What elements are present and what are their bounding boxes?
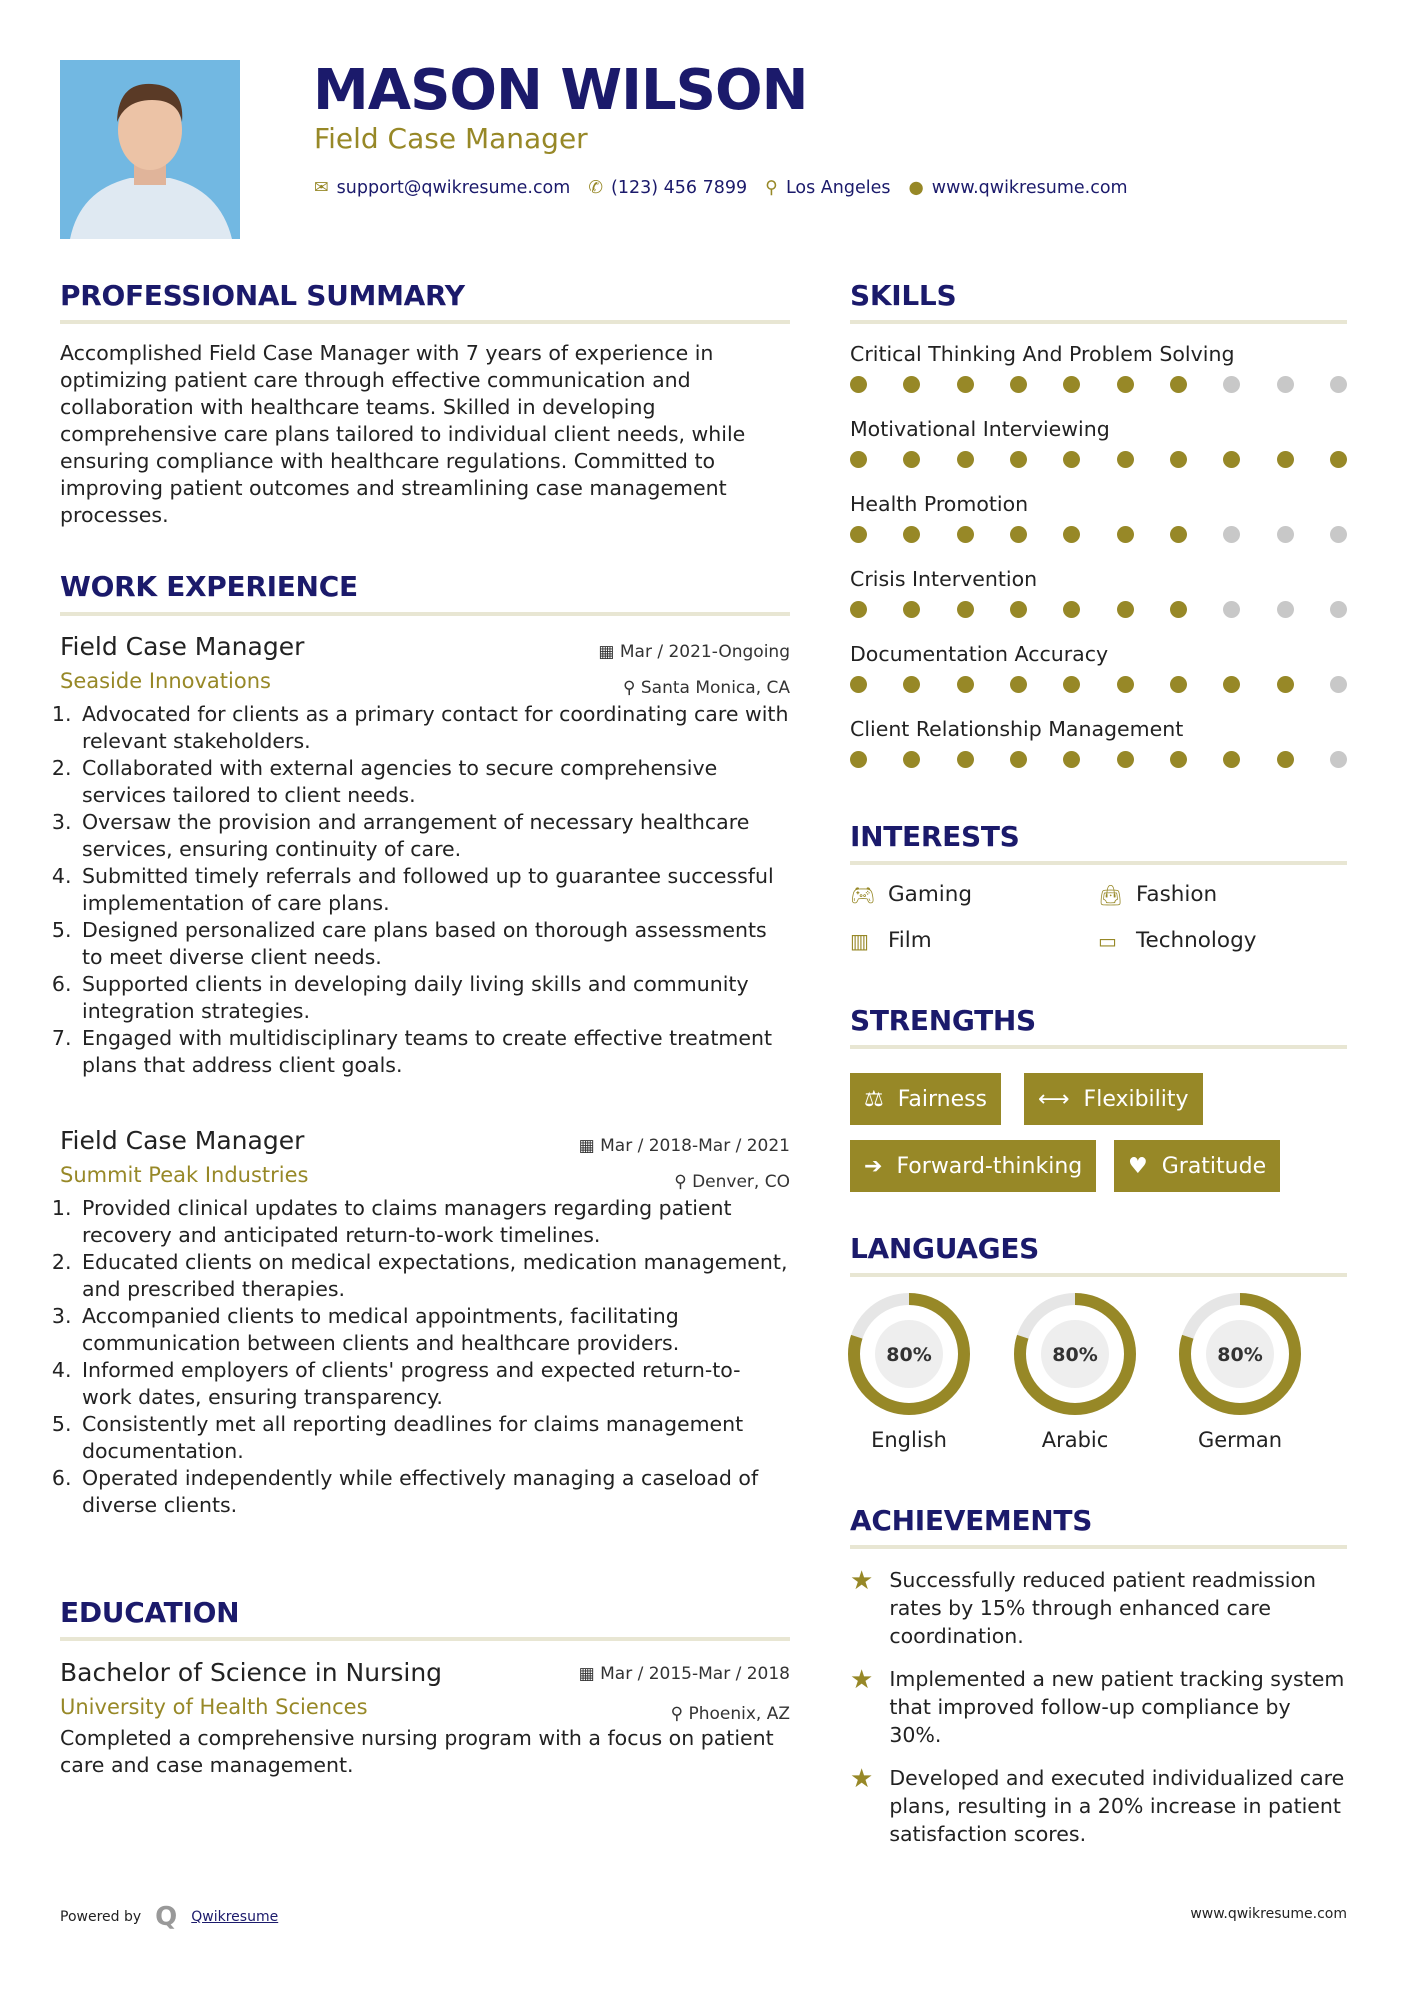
rating-dot-filled	[1010, 376, 1027, 393]
qwikresume-logo-icon: Q	[155, 1902, 178, 1932]
section-heading-interests: INTERESTS	[850, 820, 1020, 853]
skill-item	[850, 342, 1347, 417]
rating-dot-filled	[1170, 676, 1187, 693]
gamepad-icon: 🎮︎	[850, 882, 876, 907]
company-name: Summit Peak Industries	[60, 1163, 309, 1187]
language-progress-ring	[848, 1293, 970, 1415]
film-icon: ▥	[850, 928, 869, 953]
degree-title: Bachelor of Science in Nursing	[60, 1658, 443, 1687]
pin-icon: ⚲	[674, 1172, 693, 1192]
section-divider	[850, 1273, 1347, 1277]
rating-dot-filled	[903, 376, 920, 393]
website-text[interactable]: www.qwikresume.com	[931, 178, 1128, 198]
rating-dot-empty	[1277, 526, 1294, 543]
education-entry	[60, 1658, 790, 1779]
rating-dot-filled	[1223, 751, 1240, 768]
section-divider	[60, 320, 790, 324]
achievement-text: Successfully reduced patient readmission rates by 15% through enhanced care coordination.	[889, 1568, 1316, 1648]
skill-item	[850, 417, 1347, 492]
skill-rating	[850, 676, 1347, 693]
skill-name: Documentation Accuracy	[850, 642, 1109, 666]
skill-name: Crisis Intervention	[850, 567, 1038, 591]
skill-rating	[850, 376, 1347, 393]
language-percent: 80%	[886, 1344, 932, 1366]
achievement-item	[850, 1665, 1347, 1749]
rating-dot-filled	[850, 751, 867, 768]
achievement-text: Developed and executed individualized care plans, resulting in a 20% increase in patient satisfaction scores.	[889, 1766, 1345, 1846]
section-divider	[60, 612, 790, 616]
rating-dot-filled	[850, 526, 867, 543]
job-bullet: 3. Accompanied clients to medical appointments, facilitating communication between clients and healthcare providers.	[78, 1303, 790, 1357]
contact-bar	[314, 178, 1128, 198]
job-entry	[60, 1126, 790, 1519]
language-name: Arabic	[1041, 1428, 1109, 1452]
language-progress-ring	[1014, 1293, 1136, 1415]
job-bullet: 5. Designed personalized care plans based on thorough assessments to meet diverse client needs.	[78, 917, 790, 971]
rating-dot-filled	[903, 601, 920, 618]
rating-dot-filled	[1010, 451, 1027, 468]
rating-dot-filled	[1010, 751, 1027, 768]
rating-dot-filled	[957, 751, 974, 768]
arrow-right-icon: ➔	[864, 1153, 883, 1179]
section-heading-skills: SKILLS	[850, 279, 957, 312]
job-date: ▦ Mar / 2021-Ongoing	[598, 642, 790, 662]
skill-item	[850, 642, 1347, 717]
rating-dot-empty	[1330, 376, 1347, 393]
pin-icon: ⚲	[623, 678, 641, 698]
phone-text: (123) 456 7899	[611, 178, 748, 198]
skill-name: Health Promotion	[850, 492, 1029, 516]
section-divider	[850, 1545, 1347, 1549]
language-progress-ring	[1179, 1293, 1301, 1415]
achievement-item	[850, 1566, 1347, 1650]
calendar-icon: ▦	[578, 1136, 601, 1156]
strength-gratitude: ♥ Gratitude	[1114, 1140, 1280, 1192]
rating-dot-filled	[1170, 751, 1187, 768]
job-entry	[60, 632, 790, 1079]
calendar-icon: ▦	[598, 642, 620, 662]
education-description: Completed a comprehensive nursing program with a focus on patient care and case management.	[60, 1726, 774, 1777]
rating-dot-filled	[1010, 601, 1027, 618]
job-bullet: 2. Collaborated with external agencies to secure comprehensive services tailored to client needs.	[78, 755, 790, 809]
envelope-icon: ✉	[314, 178, 329, 198]
achievement-text: Implemented a new patient tracking system that improved follow-up compliance by 30%.	[889, 1667, 1345, 1747]
section-heading-education: EDUCATION	[60, 1596, 240, 1629]
job-bullet: 1. Advocated for clients as a primary contact for coordinating care with relevant stakeholders.	[78, 701, 790, 755]
rating-dot-filled	[850, 676, 867, 693]
rating-dot-filled	[1330, 451, 1347, 468]
rating-dot-filled	[1063, 526, 1080, 543]
rating-dot-filled	[1277, 751, 1294, 768]
rating-dot-filled	[1170, 451, 1187, 468]
rating-dot-filled	[957, 526, 974, 543]
location-text: Los Angeles	[785, 178, 891, 198]
strength-flexibility: ⟷ Flexibility	[1024, 1073, 1203, 1125]
strength-forward-thinking: ➔ Forward-thinking	[850, 1140, 1096, 1192]
rating-dot-filled	[1010, 526, 1027, 543]
rating-dot-filled	[1063, 751, 1080, 768]
rating-dot-filled	[903, 751, 920, 768]
interest-gaming: 🎮︎ Gaming	[850, 882, 973, 907]
interest-film: ▥ Film	[850, 928, 932, 953]
pin-icon: ⚲	[670, 1704, 689, 1724]
calendar-icon: ▦	[578, 1664, 601, 1684]
bag-icon: 👜︎	[1098, 882, 1124, 907]
interest-technology: ▭ Technology	[1098, 928, 1257, 953]
skill-item	[850, 492, 1347, 567]
star-icon: ★	[850, 1566, 874, 1596]
skill-rating	[850, 451, 1347, 468]
rating-dot-empty	[1330, 526, 1347, 543]
candidate-name: MASON WILSON	[313, 58, 808, 123]
summary-text: Accomplished Field Case Manager with 7 years of experience in optimizing patient care through effective communication and collaboration with healthcare teams. Skilled in developing comprehensive care plans tailored to individual client needs, while ensuring compliance with healthcare regulations. Committed to improving patient outcomes and streamlining case management processes.	[60, 341, 746, 527]
job-bullets	[60, 701, 790, 1079]
rating-dot-filled	[850, 451, 867, 468]
rating-dot-filled	[903, 676, 920, 693]
footer-powered-by	[60, 1902, 278, 1932]
skill-rating	[850, 526, 1347, 543]
rating-dot-filled	[1117, 526, 1134, 543]
education-date: ▦ Mar / 2015-Mar / 2018	[578, 1664, 790, 1684]
map-marker-icon: ⚲	[765, 178, 778, 198]
rating-dot-empty	[1277, 601, 1294, 618]
section-heading-achievements: ACHIEVEMENTS	[850, 1504, 1093, 1537]
job-bullet: 4. Submitted timely referrals and followed up to guarantee successful implementation of care plans.	[78, 863, 790, 917]
rating-dot-filled	[1277, 676, 1294, 693]
arrows-h-icon: ⟷	[1038, 1086, 1070, 1112]
section-heading-languages: LANGUAGES	[850, 1232, 1040, 1265]
job-location: ⚲ Denver, CO	[674, 1172, 790, 1192]
website-contact[interactable]	[908, 178, 1127, 198]
rating-dot-filled	[1063, 676, 1080, 693]
job-bullet: 6. Operated independently while effectively managing a caseload of diverse clients.	[78, 1465, 790, 1519]
location-contact	[765, 178, 890, 198]
email-text[interactable]: support@qwikresume.com	[336, 178, 571, 198]
rating-dot-filled	[1063, 376, 1080, 393]
section-heading-strengths: STRENGTHS	[850, 1004, 1036, 1037]
job-date: ▦ Mar / 2018-Mar / 2021	[578, 1136, 790, 1156]
skill-item	[850, 717, 1347, 792]
profile-photo	[60, 60, 240, 239]
achievement-item	[850, 1764, 1347, 1848]
skill-item	[850, 567, 1347, 642]
school-name: University of Health Sciences	[60, 1695, 368, 1719]
section-heading-work: WORK EXPERIENCE	[60, 570, 358, 603]
section-divider	[60, 1637, 790, 1641]
rating-dot-filled	[903, 451, 920, 468]
job-bullet: 5. Consistently met all reporting deadlines for claims management documentation.	[78, 1411, 790, 1465]
section-heading-summary: PROFESSIONAL SUMMARY	[60, 279, 465, 312]
strength-fairness: ⚖ Fairness	[850, 1073, 1001, 1125]
phone-contact	[588, 178, 747, 198]
phone-icon: ✆	[588, 178, 603, 198]
star-icon: ★	[850, 1665, 874, 1695]
job-bullet: 2. Educated clients on medical expectations, medication management, and prescribed therapies.	[78, 1249, 790, 1303]
rating-dot-filled	[1170, 601, 1187, 618]
rating-dot-filled	[1117, 751, 1134, 768]
star-icon: ★	[850, 1764, 874, 1794]
rating-dot-filled	[850, 601, 867, 618]
rating-dot-filled	[1170, 526, 1187, 543]
email-contact[interactable]	[314, 178, 570, 198]
rating-dot-filled	[1117, 376, 1134, 393]
footer-website[interactable]: www.qwikresume.com	[1190, 1906, 1347, 1922]
rating-dot-filled	[957, 451, 974, 468]
rating-dot-filled	[1010, 676, 1027, 693]
rating-dot-filled	[957, 601, 974, 618]
rating-dot-filled	[903, 526, 920, 543]
language-percent: 80%	[1052, 1344, 1098, 1366]
skill-name: Critical Thinking And Problem Solving	[850, 342, 1235, 366]
qwikresume-link[interactable]: Qwikresume	[191, 1909, 279, 1925]
language-percent: 80%	[1217, 1344, 1263, 1366]
job-title: Field Case Manager	[60, 632, 305, 661]
language-name: German	[1197, 1428, 1283, 1452]
job-bullet: 3. Oversaw the provision and arrangement of necessary healthcare services, ensuring continuity of care.	[78, 809, 790, 863]
skill-name: Motivational Interviewing	[850, 417, 1110, 441]
rating-dot-filled	[1117, 676, 1134, 693]
laptop-icon: ▭	[1098, 928, 1117, 953]
rating-dot-filled	[1063, 451, 1080, 468]
rating-dot-filled	[957, 376, 974, 393]
rating-dot-filled	[1063, 601, 1080, 618]
powered-by-label: Powered by	[60, 1909, 142, 1925]
skill-rating	[850, 601, 1347, 618]
rating-dot-filled	[850, 376, 867, 393]
job-bullet: 6. Supported clients in developing daily living skills and community integration strategies.	[78, 971, 790, 1025]
rating-dot-filled	[1117, 451, 1134, 468]
company-name: Seaside Innovations	[60, 669, 271, 693]
job-bullet: 7. Engaged with multidisciplinary teams to create effective treatment plans that address client goals.	[78, 1025, 790, 1079]
rating-dot-empty	[1277, 376, 1294, 393]
section-divider	[850, 1045, 1347, 1049]
heart-icon: ♥	[1128, 1153, 1148, 1179]
globe-icon: ●	[908, 178, 924, 198]
section-divider	[850, 861, 1347, 865]
rating-dot-filled	[1117, 601, 1134, 618]
job-title: Field Case Manager	[60, 1126, 305, 1155]
job-location: ⚲ Santa Monica, CA	[623, 678, 790, 698]
job-bullets	[60, 1195, 790, 1519]
skill-rating	[850, 751, 1347, 768]
rating-dot-filled	[1223, 676, 1240, 693]
candidate-title: Field Case Manager	[314, 122, 588, 155]
rating-dot-empty	[1330, 676, 1347, 693]
education-location: ⚲ Phoenix, AZ	[670, 1704, 790, 1724]
rating-dot-filled	[1170, 376, 1187, 393]
rating-dot-empty	[1223, 526, 1240, 543]
skill-name: Client Relationship Management	[850, 717, 1184, 741]
interest-fashion: 👜︎ Fashion	[1098, 882, 1218, 907]
rating-dot-filled	[1277, 451, 1294, 468]
rating-dot-empty	[1223, 601, 1240, 618]
rating-dot-filled	[957, 676, 974, 693]
language-name: English	[871, 1428, 947, 1452]
rating-dot-empty	[1223, 376, 1240, 393]
rating-dot-empty	[1330, 751, 1347, 768]
skills-list	[850, 342, 1347, 792]
job-bullet: 1. Provided clinical updates to claims managers regarding patient recovery and anticipated return-to-work timelines.	[78, 1195, 790, 1249]
balance-scale-icon: ⚖	[864, 1086, 884, 1112]
section-divider	[850, 320, 1347, 324]
rating-dot-filled	[1223, 451, 1240, 468]
job-bullet: 4. Informed employers of clients' progress and expected return-to-work dates, ensuring transparency.	[78, 1357, 790, 1411]
rating-dot-empty	[1330, 601, 1347, 618]
